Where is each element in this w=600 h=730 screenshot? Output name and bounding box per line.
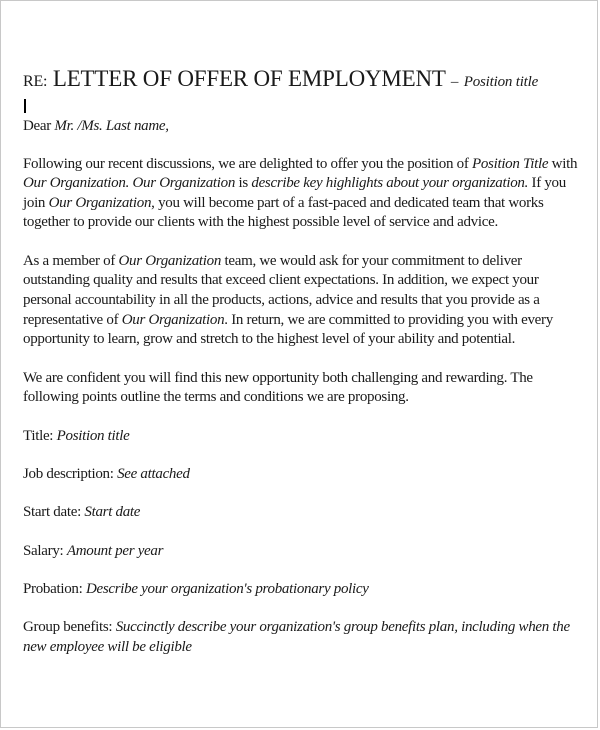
term-probation	[23, 580, 583, 600]
letter-heading	[23, 63, 583, 98]
p1-org-name-2: Our Organization	[132, 175, 236, 192]
salutation-prefix: Dear	[23, 118, 51, 134]
p1-position-title: Position Title	[471, 155, 549, 172]
term-value: See attached	[117, 465, 190, 482]
term-value: Describe your organization's probationary policy	[85, 581, 369, 598]
salutation-name: Mr. /Ms. Last name,	[54, 118, 169, 134]
p1-text-c: with	[551, 155, 578, 172]
term-group-benefits	[23, 618, 583, 657]
term-job-description	[23, 465, 583, 485]
letter-body	[23, 63, 583, 676]
term-salary	[23, 542, 583, 562]
p2-text-a: As a member of	[23, 252, 116, 269]
p1-text-a: Following our recent discussions, we are delighted to offer you the position of	[23, 155, 469, 172]
p2-text-c: team, we would ask for your commitment to deliver outstanding quality and results that exceed client expectations. In addition, we expect your personal accountability in all the products, actions, advice and results that you provide as a representative of	[23, 252, 540, 328]
p1-text-f: is	[238, 175, 248, 192]
salutation	[23, 117, 583, 137]
term-title	[23, 427, 583, 447]
p1-text-h: If you join	[23, 175, 566, 211]
p1-org-highlights: describe key highlights about your organization.	[251, 175, 529, 192]
term-value: Amount per year	[66, 542, 164, 559]
term-start-date	[23, 503, 583, 523]
p1-org-name-3: Our Organization	[48, 194, 152, 211]
re-label: RE:	[23, 73, 48, 90]
term-label: Start date:	[23, 504, 81, 521]
text-cursor	[24, 99, 26, 113]
heading-title: LETTER OF OFFER OF EMPLOYMENT	[52, 66, 446, 91]
term-value: Start date	[84, 504, 141, 521]
term-label: Job description:	[23, 465, 114, 482]
paragraph-intro	[23, 155, 583, 233]
p2-text-e: . In return, we are committed to providing you with every opportunity to learn, grow and stretch to the highest level of your ability and potential.	[23, 311, 553, 348]
paragraph-terms-intro: We are confident you will find this new opportunity both challenging and rewarding. The following points outline the terms and conditions we are proposing.	[23, 369, 533, 406]
term-label: Probation:	[23, 581, 83, 598]
term-label: Group benefits:	[23, 619, 113, 636]
p2-org-name-2: Our Organization	[121, 311, 225, 328]
paragraph-commitment	[23, 252, 583, 350]
heading-dash: –	[450, 74, 459, 90]
term-label: Salary:	[23, 542, 64, 559]
term-value: Succinctly describe your organization's group benefits plan, including when the new employee will be eligible	[23, 619, 570, 656]
p2-org-name: Our Organization	[118, 252, 222, 269]
term-label: Title:	[23, 427, 54, 444]
term-value: Position title	[56, 427, 130, 444]
heading-position-title: Position title	[463, 74, 539, 90]
p1-org-name: Our Organization.	[23, 175, 130, 192]
p1-text-j: , you will become part of a fast-paced and dedicated team that works together to provide our clients with the highest possible level of service and advice.	[23, 194, 544, 231]
